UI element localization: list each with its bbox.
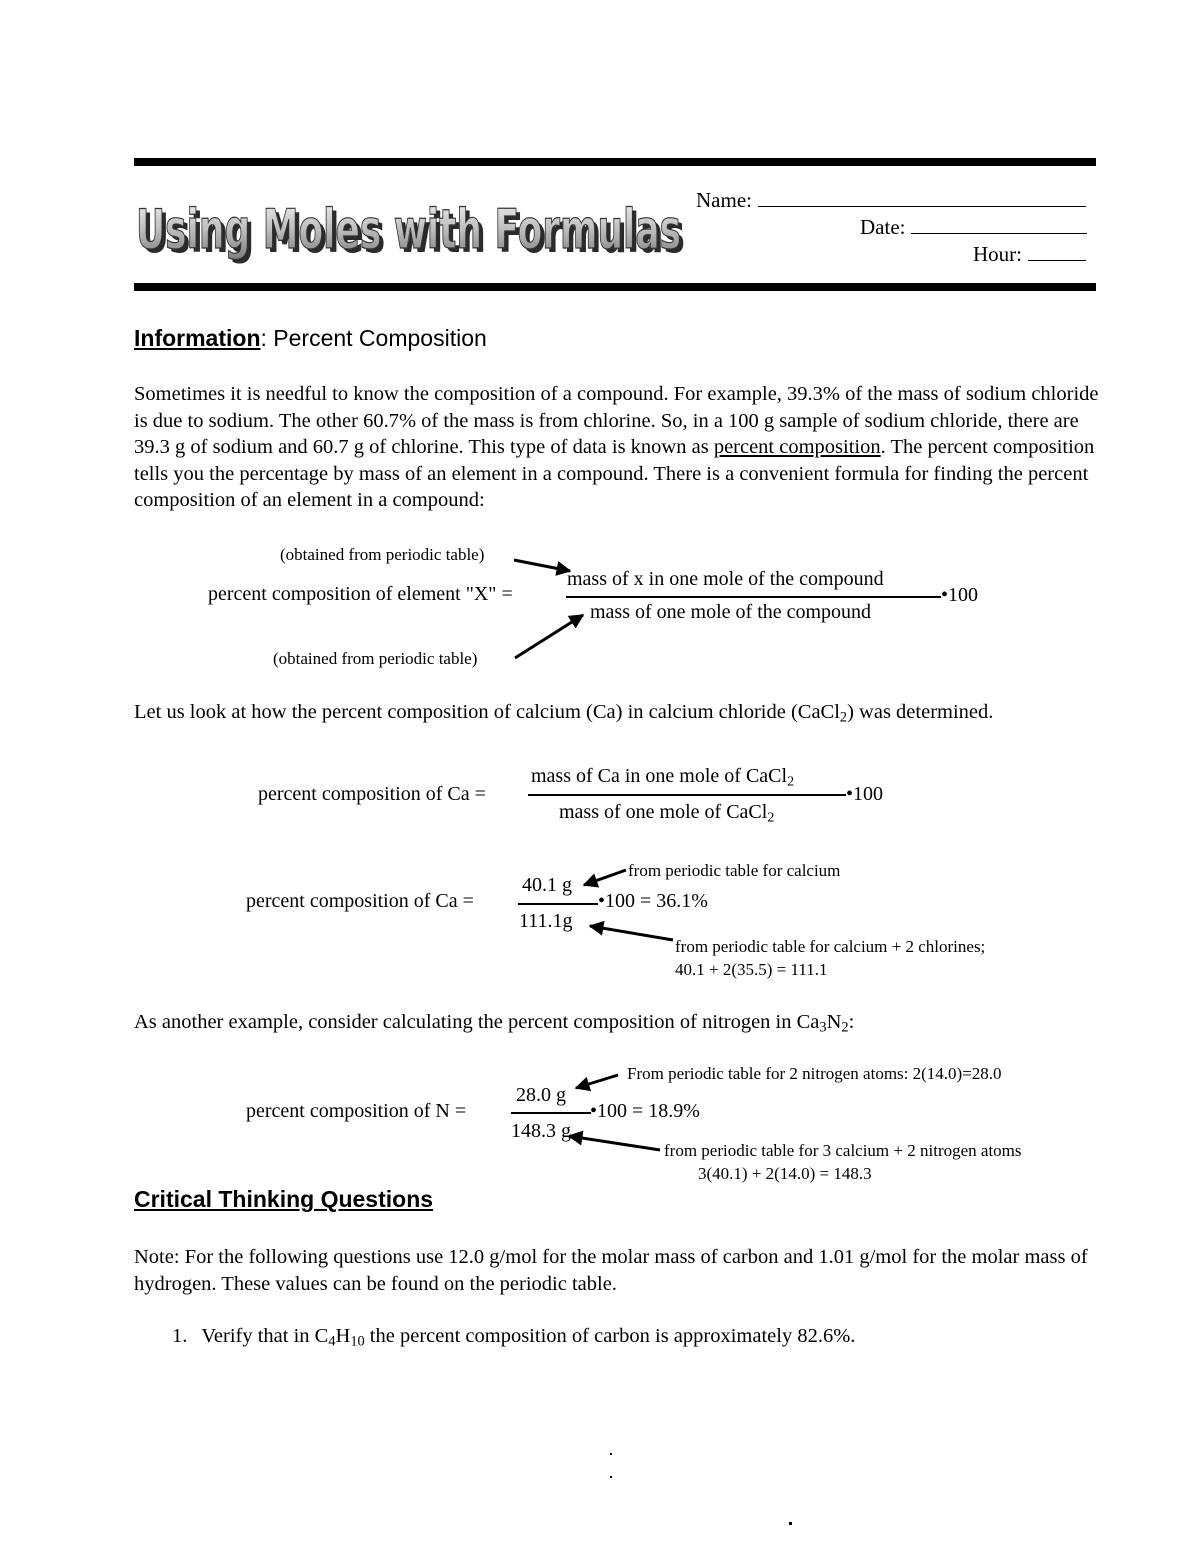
example2-num-value: 28.0 g <box>516 1084 566 1106</box>
formula1-times: •100 <box>941 584 979 606</box>
example1-note-den-2: 40.1 + 2(35.5) = 111.1 <box>675 960 828 979</box>
arrow-ex2-num <box>576 1075 618 1088</box>
name-label: Name: <box>696 188 752 212</box>
example1-intro: Let us look at how the percent composition of calcium (Ca) in calcium chloride (CaCl$_2$) was determined. <box>134 701 994 726</box>
example1-times: •100 <box>846 783 884 805</box>
ctq-heading: Critical Thinking Questions <box>134 1186 434 1212</box>
arrow-ex2-den <box>569 1136 660 1150</box>
formula1-note-top: (obtained from periodic table) <box>280 545 485 564</box>
formula1-denominator: mass of one mole of the compound <box>590 601 872 623</box>
formula1-note-bottom: (obtained from periodic table) <box>273 649 478 668</box>
example2-note-num: From periodic table for 2 nitrogen atoms: 2(14.0)=28.0 <box>627 1064 1002 1083</box>
date-label: Date: <box>860 215 906 239</box>
svg-text:Using Moles with Formulas: Using Moles with Formulas <box>140 202 685 265</box>
percent-composition-term: percent composition <box>713 436 881 459</box>
example2-intro: As another example, consider calculating the percent composition of nitrogen in $Ca_3N_2$: <box>134 1011 855 1036</box>
intro-paragraph: Sometimes it is needful to know the composition of a compound. For example, 39.3% of the mass of sodium chloride is due to sodium. The other 60.7% of the mass is from chlorine. So, in a 100 g sample of sodium chloride, there are 39.3 g of sodium and 60.7 g of chlorine. This type of data is known as percent composition. The percent composition tells you the percentage by mass of an element in a compound. There is a convenient formula for finding the percent composition of an element in a compound: <box>134 383 1099 512</box>
formula1-numerator: mass of x in one mole of the compound <box>567 568 884 590</box>
example1-note-num: from periodic table for calcium <box>628 861 841 880</box>
example1-result: •100 = 36.1% <box>598 890 708 912</box>
ctq-note: Note: For the following questions use 12.0 g/mol for the molar mass of carbon and 1.01 g/mol for the molar mass of hydrogen. These values can be found on the periodic table. <box>134 1246 1088 1295</box>
example1-denominator: mass of one mole of CaCl$_2$ <box>559 801 775 826</box>
svg-text:Using Moles with Formulas: Using Moles with Formulas <box>136 198 681 261</box>
example2-den-value: 148.3 g <box>511 1120 571 1142</box>
example2-note-den-2: 3(40.1) + 2(14.0) = 148.3 <box>698 1164 872 1183</box>
example2-result: •100 = 18.9% <box>590 1100 700 1122</box>
stray-mark <box>610 1453 612 1455</box>
arrow-formula1-top <box>514 560 570 571</box>
example1-num-value: 40.1 g <box>522 874 572 896</box>
arrow-formula1-bottom <box>515 615 583 658</box>
arrow-ex1-num <box>584 870 626 885</box>
arrow-ex1-den <box>590 926 673 940</box>
example1-note-den-1: from periodic table for calcium + 2 chlorines; <box>675 937 986 956</box>
question-1-number: 1. <box>172 1325 188 1347</box>
information-heading: Information: Percent Composition <box>134 325 487 351</box>
example1-den-value: 111.1g <box>519 910 573 932</box>
hour-label: Hour: <box>973 242 1022 266</box>
example2-lhs: percent composition of N = <box>246 1100 467 1122</box>
example1-numerator: mass of Ca in one mole of CaCl$_2$ <box>531 765 795 790</box>
question-1: 1. Verify that in $C_4H_{10}$ the percent composition of carbon is approximately 82.6%. <box>172 1325 856 1350</box>
example1-lhs-numeric: percent composition of Ca = <box>246 890 474 912</box>
example2-note-den-1: from periodic table for 3 calcium + 2 nitrogen atoms <box>664 1141 1022 1160</box>
stray-mark <box>789 1522 792 1525</box>
formula1-lhs: percent composition of element "X" = <box>208 583 513 605</box>
stray-mark <box>610 1476 612 1478</box>
example1-lhs: percent composition of Ca = <box>258 783 486 805</box>
